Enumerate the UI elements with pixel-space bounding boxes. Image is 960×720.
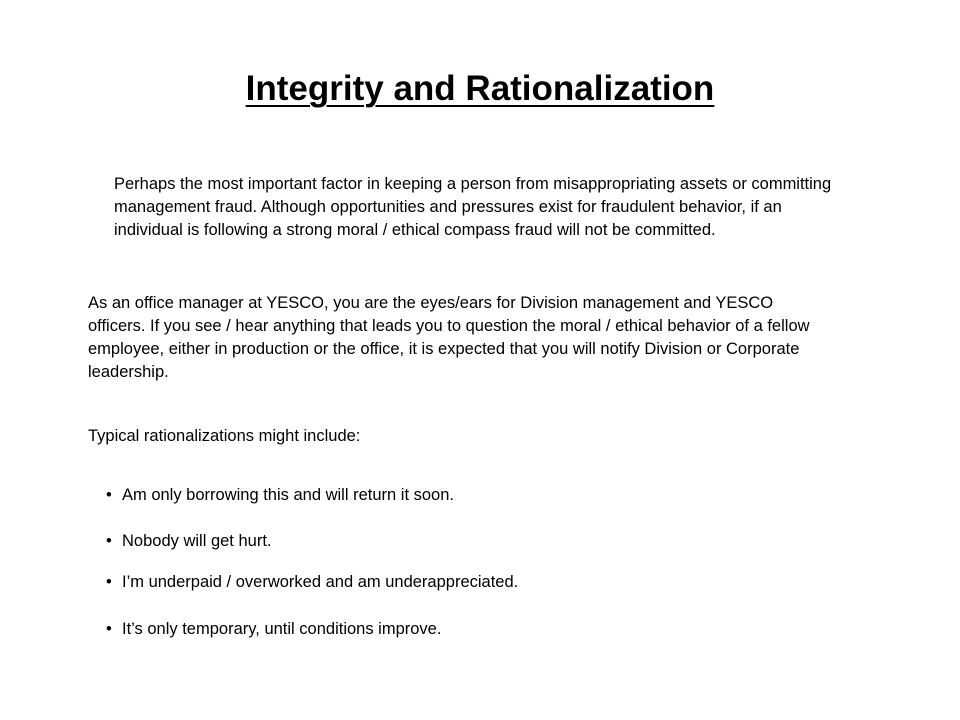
bullet-item [106,618,441,641]
bullet-text: Am only borrowing this and will return it soon. [122,486,454,504]
slide-title-text: Integrity and Rationalization [245,69,715,108]
rationalizations-heading: Typical rationalizations might include: [88,427,361,445]
bullet-item [106,571,518,594]
bullet-item [106,484,454,507]
bullet-dot: • [106,620,112,638]
bullet-text: Nobody will get hurt. [122,532,272,550]
bullet-text: I’m underpaid / overworked and am underappreciated. [122,573,519,591]
bullet-dot: • [106,532,112,550]
bullet-text: It’s only temporary, until conditions improve. [122,620,442,638]
bullet-item [106,530,272,553]
bullet-dot: • [106,573,112,591]
slide-title [0,66,960,112]
office-manager-paragraph: As an office manager at YESCO, you are the eyes/ears for Division management and YESCO officers. If you see / hear anything that leads you to question the moral / ethical behavior of a fellow employee, either in production or the office, it is expected that you will notify Division or Corporate leadership. [88,294,810,381]
bullet-dot: • [106,486,112,504]
intro-paragraph: Perhaps the most important factor in keeping a person from misappropriating assets or committing management fraud. Although opportunities and pressures exist for fraudulent behavior, if an individual is following a strong moral / ethical compass fraud will not be committed. [114,175,832,239]
